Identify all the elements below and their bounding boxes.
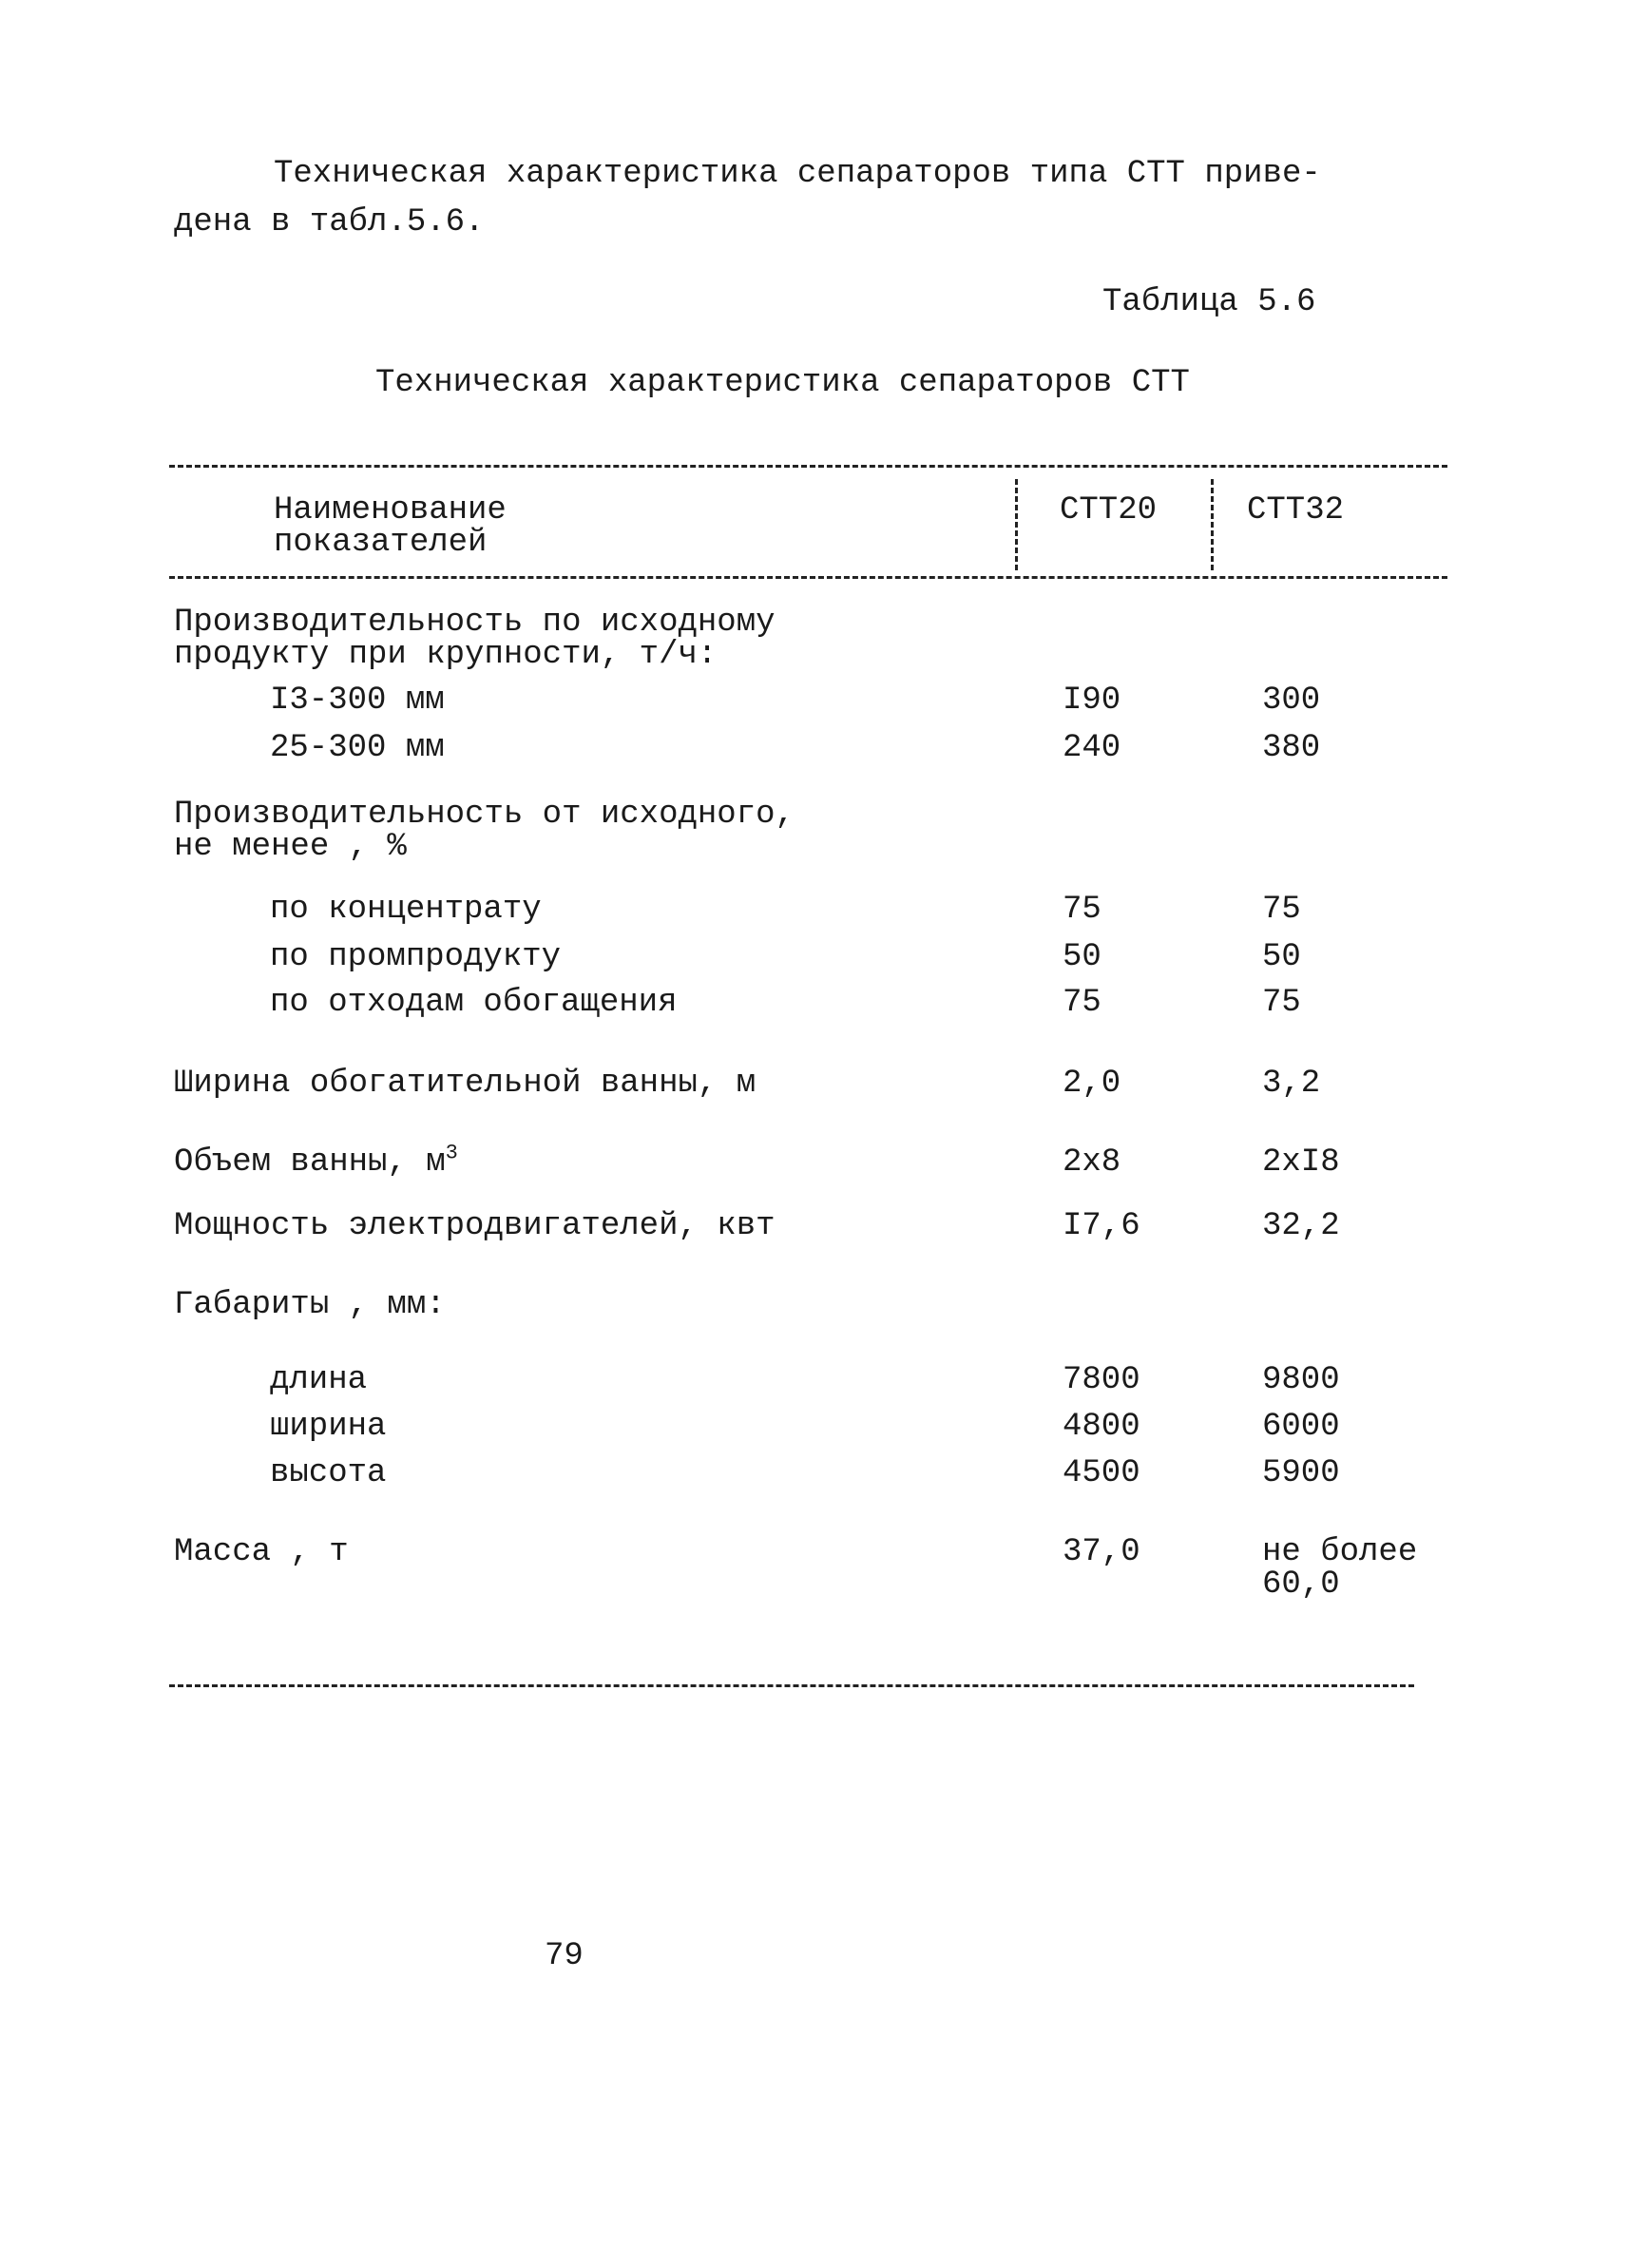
yield-label-line-1: Производительность от исходного, [174,797,795,833]
dimensions-width-stt20: 4800 [1063,1409,1140,1445]
bath-volume-label [174,1141,458,1182]
dimensions-length-stt20: 7800 [1063,1362,1140,1398]
yield-row-1-label: по концентрату [270,892,542,928]
mass-label: Масса , т [174,1534,349,1570]
dimensions-length-label: длина [270,1362,368,1398]
dimensions-width-label: ширина [270,1409,387,1445]
header-col-stt20: СТТ20 [1060,492,1158,529]
dimensions-label: Габариты , мм: [174,1287,446,1323]
bath-volume-stt32: 2хI8 [1262,1144,1340,1181]
yield-row-2-stt32: 50 [1262,939,1301,975]
page-number: 79 [545,1938,584,1974]
table-title: Техническая характеристика сепараторов СТТ [375,365,1190,401]
header-name-line-1: Наименование [274,492,507,529]
yield-row-1-stt20: 75 [1063,892,1101,928]
table-bottom-rule [169,1684,1414,1687]
yield-row-2-label: по промпродукту [270,939,562,975]
productivity-label-line-1: Производительность по исходному [174,605,776,641]
header-separator-2 [1211,479,1214,570]
motor-power-label: Мощность электродвигателей, квт [174,1208,776,1244]
bath-width-label: Ширина обогатительной ванны, м [174,1066,757,1102]
mass-stt32-line-2: 60,0 [1262,1566,1340,1603]
intro-line-1: Техническая характеристика сепараторов типа СТТ приве- [274,156,1321,192]
productivity-row-2-label: 25-300 мм [270,730,445,766]
dimensions-width-stt32: 6000 [1262,1409,1340,1445]
motor-power-stt32: 32,2 [1262,1208,1340,1244]
mass-stt32-line-1: не более [1262,1534,1418,1570]
dimensions-height-stt32: 5900 [1262,1455,1340,1491]
yield-row-3-label: по отходам обогащения [270,985,678,1021]
yield-row-2-stt20: 50 [1063,939,1101,975]
mass-stt20: 37,0 [1063,1534,1140,1570]
dimensions-height-label: высота [270,1455,387,1491]
bath-volume-stt20: 2х8 [1063,1144,1121,1181]
dimensions-height-stt20: 4500 [1063,1455,1140,1491]
bath-volume-label-text: Объем ванны, м [174,1144,446,1181]
header-separator-1 [1015,479,1018,570]
yield-row-3-stt20: 75 [1063,985,1101,1021]
bath-width-stt20: 2,0 [1063,1066,1121,1102]
productivity-row-1-stt20: I90 [1063,682,1121,719]
productivity-row-2-stt20: 240 [1063,730,1121,766]
intro-line-2: дена в табл.5.6. [174,204,485,240]
yield-label-line-2: не менее , % [174,829,407,865]
productivity-row-1-label: I3-300 мм [270,682,445,719]
bath-width-stt32: 3,2 [1262,1066,1321,1102]
motor-power-stt20: I7,6 [1063,1208,1140,1244]
yield-row-3-stt32: 75 [1262,985,1301,1021]
table-top-rule [169,465,1447,468]
productivity-label-line-2: продукту при крупности, т/ч: [174,637,718,673]
dimensions-length-stt32: 9800 [1262,1362,1340,1398]
productivity-row-1-stt32: 300 [1262,682,1321,719]
header-bottom-rule [169,576,1447,579]
header-name-line-2: показателей [274,525,488,561]
productivity-row-2-stt32: 380 [1262,730,1321,766]
bath-volume-unit-superscript: 3 [445,1141,458,1165]
yield-row-1-stt32: 75 [1262,892,1301,928]
header-col-stt32: СТТ32 [1247,492,1345,529]
table-label: Таблица 5.6 [1102,284,1316,320]
